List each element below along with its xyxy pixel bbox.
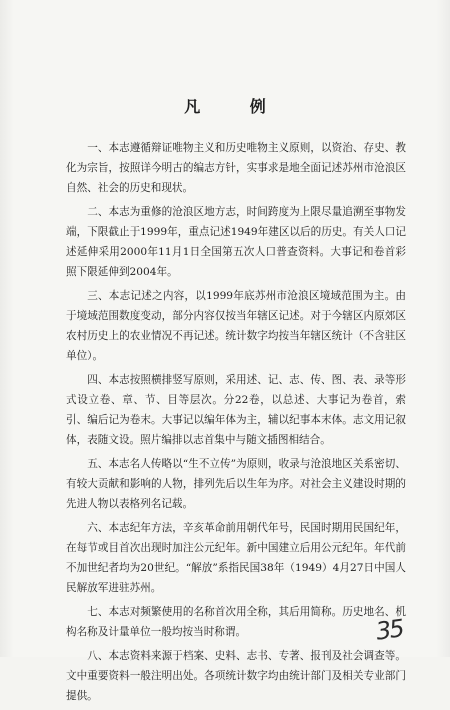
handwritten-page-number: 35 — [374, 614, 405, 646]
paragraph-7: 七、本志对频繁使用的名称首次用全称，其后用简称。历史地名、机构名称及计量单位一般均按当时称谓。 — [66, 606, 406, 638]
page-title: 凡 例 — [184, 97, 288, 116]
paragraph-6: 六、本志纪年方法，辛亥革命前用朝代年号，民国时期用民国纪年，在每节或目首次出现时加注公元纪年。新中国建立后用公元纪年。年代前不加世纪者均为20世纪。“解放”系指民国38年（1949）4月27日中国人民解放军进驻苏州。 — [66, 522, 406, 594]
paragraph-5: 五、本志名人传略以“生不立传”为原则，收录与沧浪地区关系密切、有较大贡献和影响的人物，排列先后以生年为序。对社会主义建设时期的先进人物以表格列名记载。 — [66, 458, 406, 510]
paragraph-3: 三、本志记述之内容，以1999年底苏州市沧浪区境域范围为主。由于境域范围数度变动，部分内容仅按当年辖区记述。对于今辖区内原郊区农村历史上的农业情况不再记述。统计数字均按当年辖区统计（不含驻区单位）。 — [66, 290, 406, 362]
paragraph-2: 二、本志为重修的沧浪区地方志，时间跨度为上限尽量追溯至事物发端，下限截止于1999年，重点记述1949年建区以后的历史。有关人口记述延伸采用2000年11月1日全国第五次人口普查资料。大事记和卷首彩照下限延伸到2004年。 — [66, 206, 406, 278]
paragraph-4: 四、本志按照横排竖写原则，采用述、记、志、传、图、表、录等形式设立卷、章、节、目等层次。分22卷，以总述、大事记为卷首，索引、编后记为卷末。大事记以编年体为主，辅以纪事本末体。志文用记叙体，表随文设。照片编排以志首集中与随文插图相结合。 — [66, 374, 406, 446]
paragraph-8: 八、本志资料来源于档案、史料、志书、专著、报刊及社会调查等。文中重要资料一般注明出处。各项统计数字均由统计部门及相关专业部门提供。 — [66, 650, 406, 702]
document-body — [66, 138, 406, 710]
paragraph-1: 一、本志遵循辩证唯物主义和历史唯物主义原则，以资治、存史、教化为宗旨，按照详今明古的编志方针，实事求是地全面记述苏州市沧浪区自然、社会的历史和现状。 — [66, 142, 406, 194]
